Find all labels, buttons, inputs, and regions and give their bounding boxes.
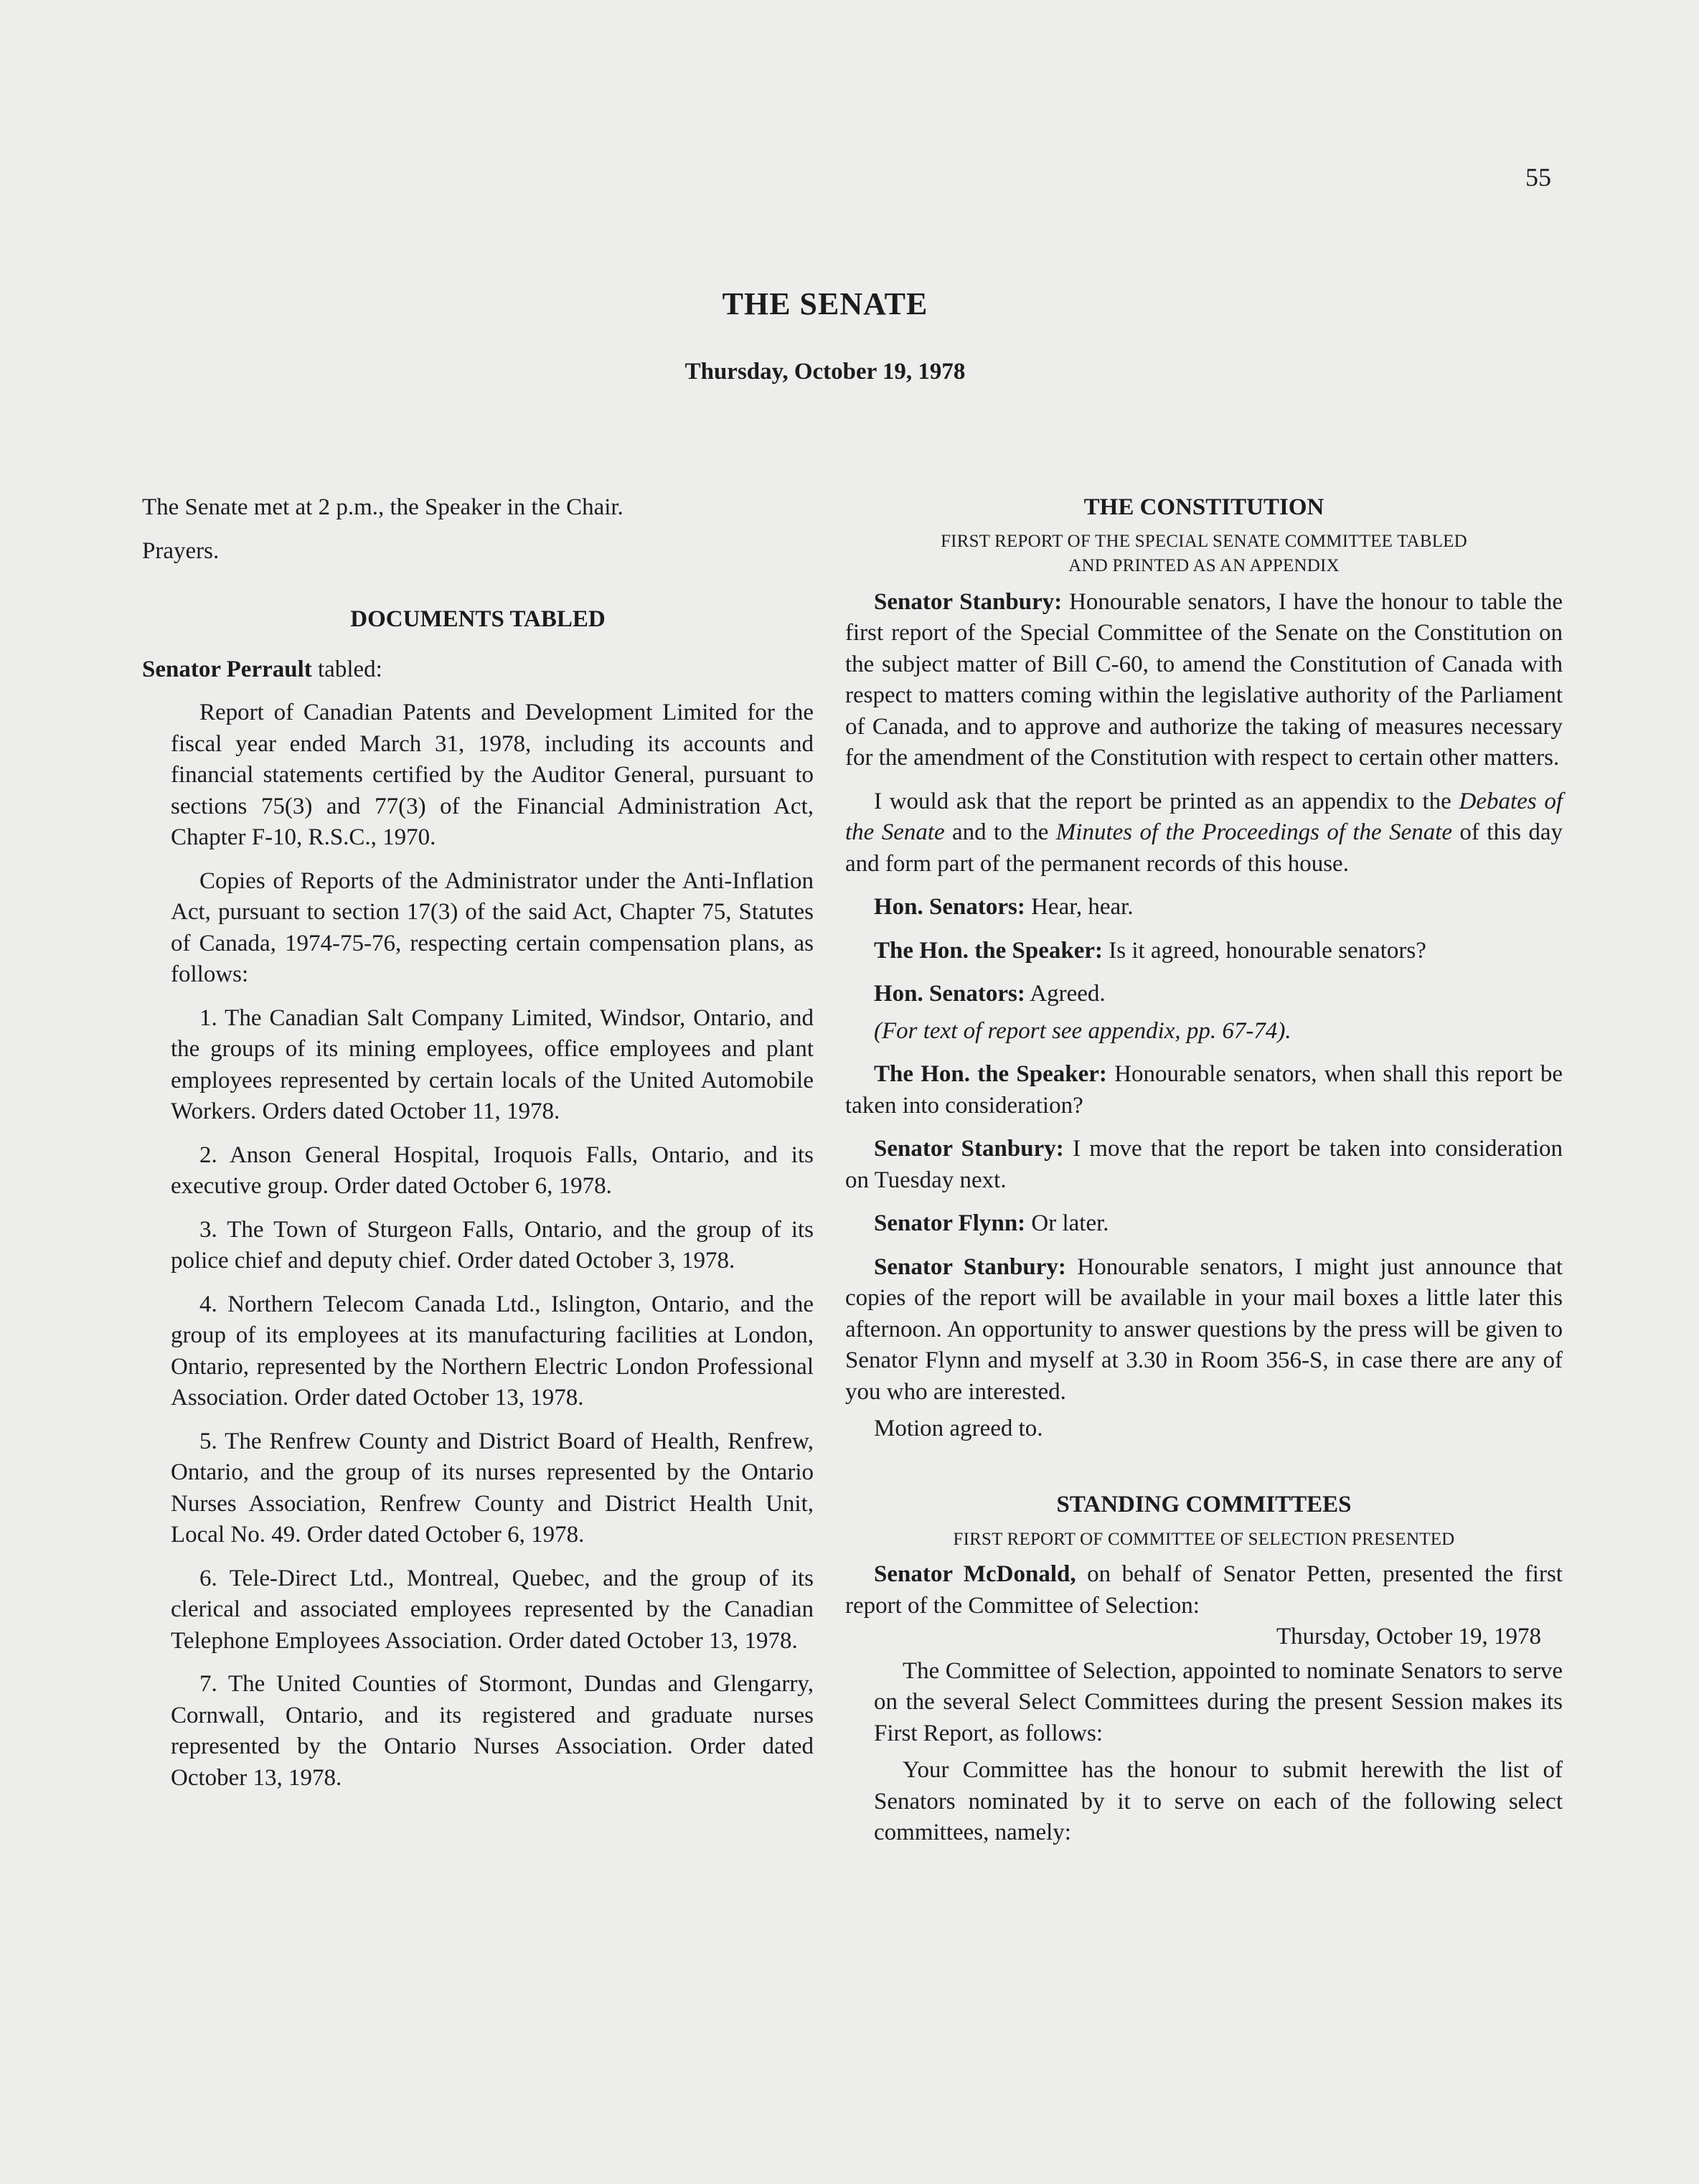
motion-agreed: Motion agreed to. [874, 1416, 1043, 1441]
anti-inflation-paragraph: Copies of Reports of the Administrator under the Anti-Inflation Act, pursuant to section 17(3) of the said Act, Chapter 75, Statutes of Canada, 1974-75-76, respecting certain compensation plans, as follows: [171, 867, 814, 987]
speaker-question: The Hon. the Speaker: Is it agreed, honourable senators? [874, 937, 1426, 964]
speaker-name: Senator McDonald, [874, 1561, 1076, 1587]
speaker-name: Senator Flynn: [874, 1210, 1026, 1236]
tabler-line [142, 654, 814, 686]
stanbury-motion: Senator Stanbury: I move that the report be taken into consideration on Tuesday next. [845, 1136, 1563, 1193]
speaker-name: Senator Stanbury: [874, 1253, 1066, 1280]
senators-response: Hon. Senators: Hear, hear. [874, 894, 1134, 920]
left-column [142, 492, 814, 1794]
standing-committees-heading: STANDING COMMITTEES [1056, 1491, 1352, 1517]
flynn-reply: Senator Flynn: Or later. [874, 1210, 1109, 1236]
senators-agreed: Hon. Senators: Agreed. [874, 981, 1106, 1007]
patents-report-paragraph: Report of Canadian Patents and Development Limited for the fiscal year ended March 31, 1978, including its accounts and financial statements certified by the Auditor General, pursuant to sections 75(3) and 77(3) of the Financial Administration Act, Chapter F-10, R.S.C., 1970. [171, 700, 814, 850]
stanbury-statement: Senator Stanbury: Honourable senators, I have the honour to table the first report of the Special Committee of the Senate on the Constitution on the subject matter of Bill C-60, to amend the Constitution of Canada with respect to matters coming within the legislative authority of the Parliament of Canada, and to approve and authorize the taking of measures necessary for the amendment of the Constitution with respect to certain other matters. [845, 588, 1563, 771]
constitution-subheading-2: AND PRINTED AS AN APPENDIX [1068, 555, 1340, 575]
list-item: 5. The Renfrew County and District Board of Health, Renfrew, Ontario, and the group of its nurses represented by the Ontario Nurses Association, Renfrew County and District Health Unit, Local No. 49. Order dated October 6, 1978. [171, 1428, 814, 1548]
tabler-suffix: tabled: [311, 656, 382, 682]
appendix-note: (For text of report see appendix, pp. 67-74). [874, 1017, 1291, 1044]
opening-line: The Senate met at 2 p.m., the Speaker in the Chair. [142, 494, 623, 520]
speaker-name: The Hon. the Speaker: [874, 937, 1103, 964]
speaker-name: Hon. Senators: [874, 894, 1025, 920]
list-item: 7. The United Counties of Stormont, Dundas and Glengarry, Cornwall, Ontario, and its registered and graduate nurses represented by the Ontario Nurses Association. Order dated October 13, 1978. [171, 1671, 814, 1791]
speaker-consideration: The Hon. the Speaker: Honourable senators, when shall this report be taken into consideration? [845, 1061, 1563, 1119]
constitution-subheading-1: FIRST REPORT OF THE SPECIAL SENATE COMMITTEE TABLED [941, 531, 1467, 551]
page-title: THE SENATE [722, 286, 928, 321]
prayers-line: Prayers. [142, 537, 220, 564]
speaker-name: Senator Stanbury: [874, 588, 1063, 615]
page-number: 55 [1525, 163, 1551, 192]
speaker-name: Senator Stanbury: [874, 1136, 1064, 1162]
documents-tabled-heading: DOCUMENTS TABLED [350, 606, 606, 632]
list-item: 1. The Canadian Salt Company Limited, Windsor, Ontario, and the groups of its mining employees, office employees and plant employees represented by certain locals of the United Automobile Workers. Orders dated October 11, 1978. [171, 1004, 814, 1124]
stanbury-announcement: Senator Stanbury: Honourable senators, I might just announce that copies of the report will be available in your mail boxes a little later this afternoon. An opportunity to answer questions by the press will be given to Senator Flynn and myself at 3.30 in Room 356-S, in case there are any of you who are interested. [845, 1253, 1563, 1405]
list-item: 6. Tele-Direct Ltd., Montreal, Quebec, and the group of its clerical and associated employees represented by the Canadian Telephone Employees Association. Order dated October 13, 1978. [171, 1565, 814, 1654]
report-paragraph: The Committee of Selection, appointed to nominate Senators to serve on the several Select Committees during the present Session makes its First Report, as follows: [874, 1657, 1563, 1746]
tabler-name: Senator Perrault [142, 656, 312, 682]
list-item: 3. The Town of Sturgeon Falls, Ontario, and the group of its police chief and deputy chief. Order dated October 3, 1978. [171, 1216, 814, 1274]
mcdonald-presentation: Senator McDonald, on behalf of Senator Petten, presented the first report of the Committee of Selection: [845, 1561, 1563, 1619]
speaker-name: Hon. Senators: [874, 981, 1025, 1007]
list-item: 4. Northern Telecom Canada Ltd., Islington, Ontario, and the group of its employees at its manufacturing facilities at London, Ontario, represented by the Northern Electric London Professional Association. Order dated October 13, 1978. [171, 1291, 814, 1411]
report-date: Thursday, October 19, 1978 [1276, 1624, 1541, 1649]
constitution-heading: THE CONSTITUTION [1083, 494, 1324, 520]
right-column [845, 492, 1563, 1849]
list-item: 2. Anson General Hospital, Iroquois Falls, Ontario, and its executive group. Order dated October 6, 1978. [171, 1142, 814, 1199]
appendix-request: I would ask that the report be printed as an appendix to the Debates of the Senate and to the Minutes of the Proceedings of the Senate of this day and form part of the permanent records of this house. [845, 788, 1563, 877]
speaker-name: The Hon. the Speaker: [874, 1061, 1107, 1087]
session-date: Thursday, October 19, 1978 [684, 359, 966, 385]
report-paragraph: Your Committee has the honour to submit herewith the list of Senators nominated by it to serve on each of the following select committees, namely: [874, 1757, 1563, 1845]
standing-committees-subheading: FIRST REPORT OF COMMITTEE OF SELECTION PRESENTED [953, 1530, 1455, 1549]
